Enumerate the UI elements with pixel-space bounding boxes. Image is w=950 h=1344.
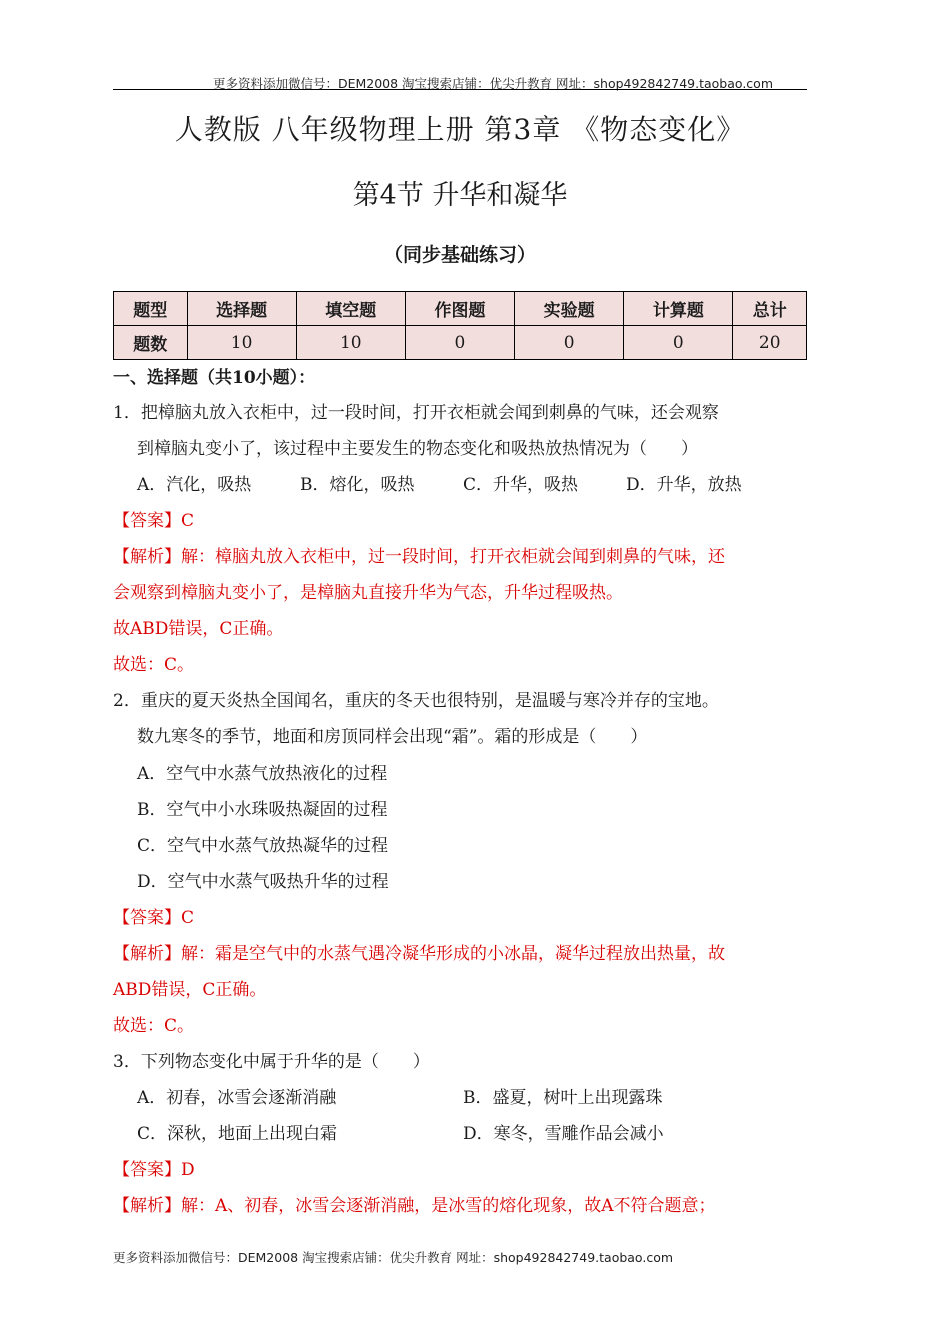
table-cell: 0	[515, 326, 624, 360]
q2-stem-line2: 数九寒冬的季节，地面和房顶同样会出现“霜”。霜的形成是（ ）	[137, 727, 648, 747]
q2-option-d: D．空气中水蒸气吸热升华的过程	[137, 872, 389, 892]
q3-answer: 【答案】D	[113, 1160, 195, 1180]
header-rule	[113, 89, 807, 90]
section-heading: 一、选择题（共10小题）：	[113, 368, 316, 388]
q3-option-a: A．初春，冰雪会逐渐消融	[137, 1088, 337, 1108]
table-cell: 0	[405, 326, 514, 360]
q3-option-d: D．寒冬，雪雕作品会减小	[463, 1124, 664, 1144]
q1-conclusion: 故ABD错误，C正确。	[113, 619, 284, 639]
q2-option-c: C．空气中水蒸气放热凝华的过程	[137, 836, 389, 856]
q2-option-b: B．空气中小水珠吸热凝固的过程	[137, 800, 388, 820]
q1-analysis-line1: 【解析】解：樟脑丸放入衣柜中，过一段时间，打开衣柜就会闻到刺鼻的气味，还	[113, 547, 725, 567]
table-row	[114, 326, 807, 360]
q1-choice: 故选：C。	[113, 655, 195, 675]
table-cell: 0	[624, 326, 733, 360]
question-summary-table	[113, 291, 807, 360]
table-cell: 10	[296, 326, 405, 360]
table-header-row	[114, 292, 807, 326]
q1-stem-line2: 到樟脑丸变小了，该过程中主要发生的物态变化和吸热放热情况为（ ）	[137, 439, 698, 459]
table-cell: 10	[187, 326, 296, 360]
page-footer: 更多资料添加微信号：DEM2008 淘宝搜索店铺：优尖升教育 网址：shop492842749.taobao.com	[113, 1250, 674, 1265]
q3-stem: 3．下列物态变化中属于升华的是（ ）	[113, 1052, 430, 1072]
q3-analysis-line1: 【解析】解：A、初春，冰雪会逐渐消融，是冰雪的熔化现象，故A不符合题意；	[113, 1196, 716, 1216]
table-cell: 题数	[114, 326, 188, 360]
q3-option-b: B．盛夏，树叶上出现露珠	[463, 1088, 663, 1108]
q1-option-d: D．升华，放热	[626, 475, 742, 495]
table-header-cell: 填空题	[296, 292, 405, 326]
q1-analysis-line2: 会观察到樟脑丸变小了，是樟脑丸直接升华为气态，升华过程吸热。	[113, 583, 623, 603]
q2-analysis-line1: 【解析】解：霜是空气中的水蒸气遇冷凝华形成的小冰晶，凝华过程放出热量，故	[113, 944, 725, 964]
q2-stem-line1: 2．重庆的夏天炎热全国闻名，重庆的冬天也很特别，是温暖与寒冷并存的宝地。	[113, 691, 719, 711]
q1-option-b: B．熔化，吸热	[300, 475, 415, 495]
table-header-cell: 选择题	[187, 292, 296, 326]
section-subtitle: 第4节 升华和凝华	[352, 180, 568, 211]
table-header-cell: 实验题	[515, 292, 624, 326]
q1-option-a: A．汽化，吸热	[137, 475, 252, 495]
table-header-cell: 作图题	[405, 292, 514, 326]
q1-stem-line1: 1．把樟脑丸放入衣柜中，过一段时间，打开衣柜就会闻到刺鼻的气味，还会观察	[113, 403, 719, 423]
q2-answer: 【答案】C	[113, 908, 195, 928]
q2-analysis-line2: ABD错误，C正确。	[113, 980, 267, 1000]
q3-option-c: C．深秋，地面上出现白霜	[137, 1124, 338, 1144]
table-header-cell: 总计	[733, 292, 807, 326]
q1-option-c: C．升华，吸热	[463, 475, 579, 495]
document-title: 人教版 八年级物理上册 第3章 《物态变化》	[174, 113, 746, 146]
q1-answer: 【答案】C	[113, 511, 195, 531]
table-cell: 20	[733, 326, 807, 360]
q2-option-a: A．空气中水蒸气放热液化的过程	[137, 764, 388, 784]
q2-choice: 故选：C。	[113, 1016, 195, 1036]
exercise-type: （同步基础练习）	[383, 244, 536, 266]
table-header-cell: 计算题	[624, 292, 733, 326]
table-header-cell: 题型	[114, 292, 188, 326]
page-header: 更多资料添加微信号：DEM2008 淘宝搜索店铺：优尖升教育 网址：shop492842749.taobao.com	[212, 76, 774, 91]
